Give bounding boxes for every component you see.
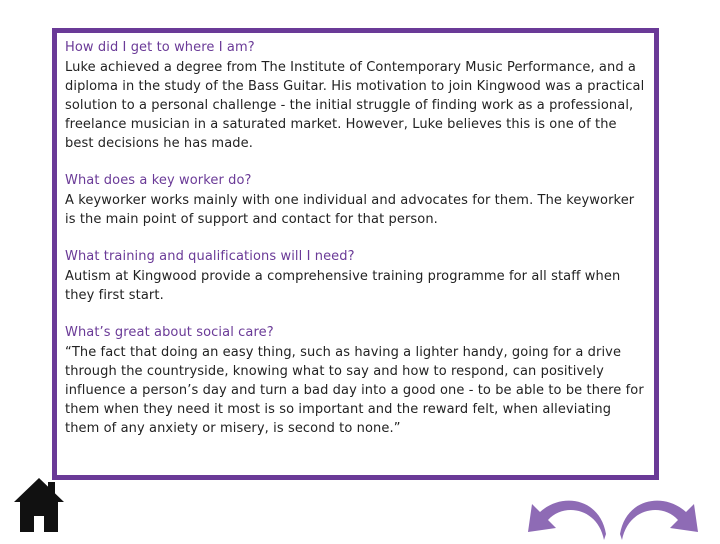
qa-section-training-qualifications	[65, 247, 646, 305]
forward-arrow-icon[interactable]	[620, 490, 700, 540]
qa-section-key-worker-role	[65, 171, 646, 229]
section-body: Autism at Kingwood provide a comprehensive training programme for all staff when they first start.	[65, 269, 621, 303]
qa-section-training-background	[65, 38, 646, 153]
qa-section-social-care	[65, 323, 646, 438]
content-panel	[52, 28, 659, 480]
section-heading: What’s great about social care?	[65, 325, 274, 340]
back-arrow-icon[interactable]	[526, 490, 606, 540]
section-heading: What training and qualifications will I need?	[65, 249, 355, 264]
section-heading: How did I get to where I am?	[65, 40, 255, 55]
section-heading: What does a key worker do?	[65, 173, 252, 188]
section-body: “The fact that doing an easy thing, such as having a lighter handy, going for a drive through the countryside, knowing what to say and how to respond, can positively influence a person’s day and turn a bad day into a good one - to be able to be there for them when they need it most is so important and the reward felt, when alleviating them of any anxiety or misery, is second to none.”	[65, 345, 644, 436]
section-body: A keyworker works mainly with one individual and advocates for them. The keyworker is the main point of support and contact for that person.	[65, 193, 635, 227]
home-icon[interactable]	[10, 474, 68, 534]
section-body: Luke achieved a degree from The Institute of Contemporary Music Performance, and a diploma in the study of the Bass Guitar. His motivation to join Kingwood was a practical solution to a personal challenge - the initial struggle of finding work as a professional, freelance musician in a saturated market. However, Luke believes this is one of the best decisions he has made.	[65, 60, 645, 151]
